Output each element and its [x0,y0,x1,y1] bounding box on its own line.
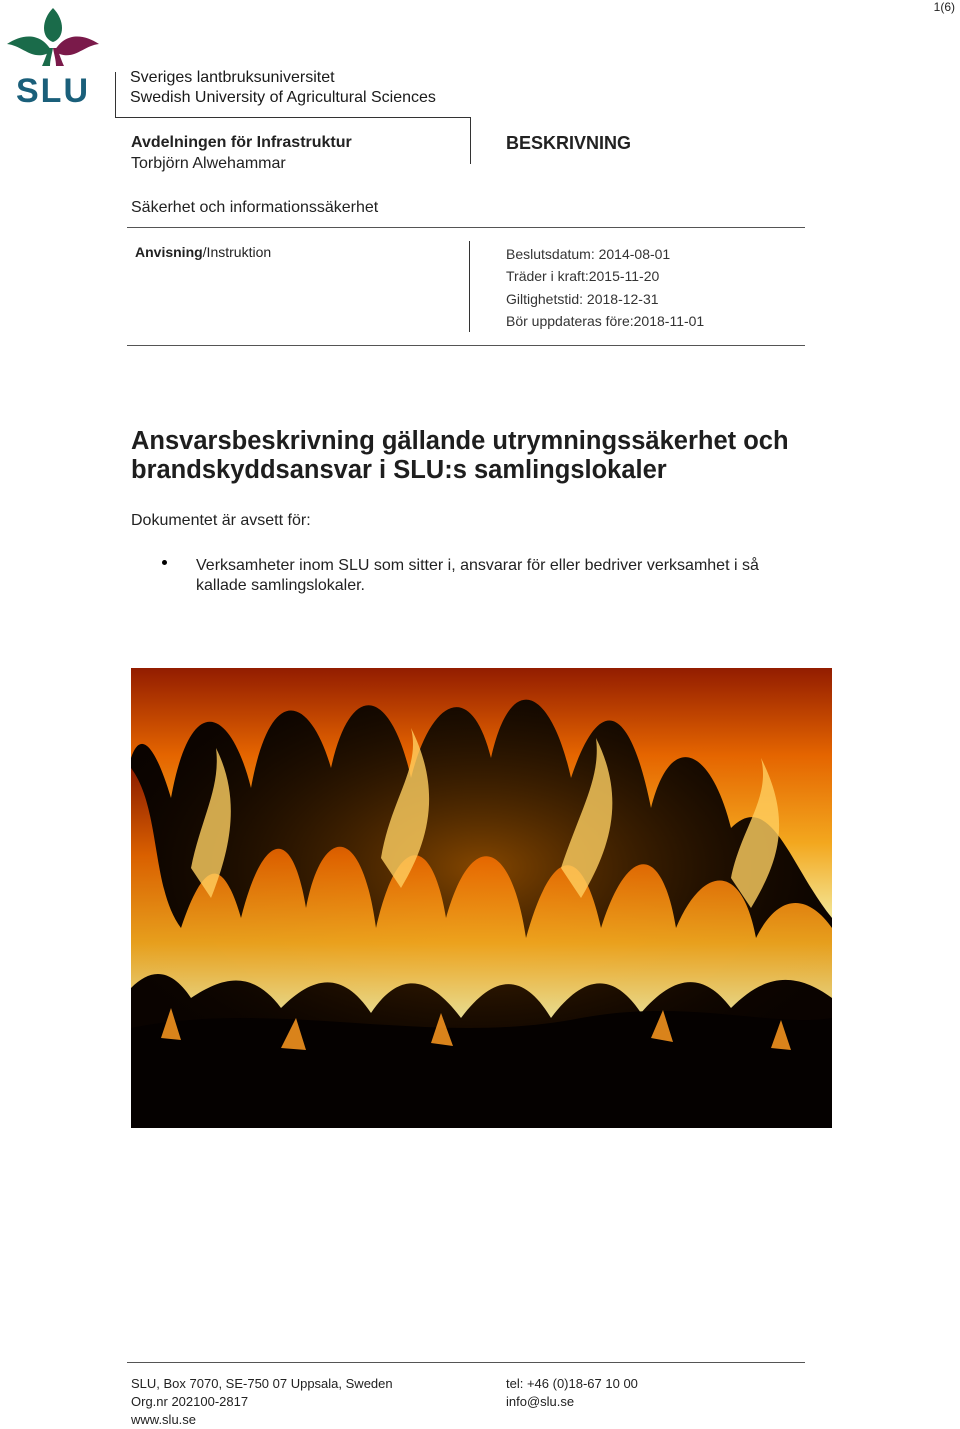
leaf-emblem-icon [7,8,99,66]
department-block [131,132,352,174]
footer-phone: tel: +46 (0)18-67 10 00 [506,1376,638,1391]
university-name-sv: Sveriges lantbruksuniversitet [130,69,335,86]
title-line-2: brandskyddsansvar i SLU:s samlingslokaler [131,456,667,484]
footer-email-link[interactable]: info@slu.se [506,1394,575,1409]
document-title [131,427,831,485]
effective-date: Träder i kraft:2015-11-20 [506,268,660,285]
logo-underline [115,117,471,118]
university-name [130,68,436,108]
title-line-1: Ansvarsbeskrivning gällande utrymningssäkerhet och [131,427,789,455]
dates-block [506,243,704,332]
instruction-type [135,244,271,260]
bullet-line-1: Verksamheter inom SLU som sitter i, ansvarar för eller bedriver verksamhet i så [196,557,759,574]
bullet-item [196,556,816,595]
document-type: BESKRIVNING [506,133,632,153]
logo-acronym: SLU [16,72,90,106]
instruction-bold: Anvisning [135,244,203,260]
intro-text: Dokumentet är avsett för: [131,512,311,529]
flames-illustration [131,668,832,1128]
footer-website-link[interactable]: www.slu.se [131,1412,197,1427]
footer-left [131,1375,393,1429]
slu-logo [4,6,102,106]
footer-org-nr: Org.nr 202100-2817 [131,1394,249,1409]
fire-photo [131,668,832,1128]
bullet-icon [162,560,167,565]
instruction-rest: /Instruktion [202,244,272,260]
update-date: Bör uppdateras före:2018-11-01 [506,312,705,329]
topic-rule [127,227,805,228]
decision-date: Beslutsdatum: 2014-08-01 [506,246,671,262]
header-bottom-rule [127,345,805,346]
validity-date: Giltighetstid: 2018-12-31 [506,290,659,307]
footer-right [506,1375,638,1411]
page-number: 1(6) [933,0,955,14]
logo-divider [115,72,116,118]
bullet-line-2: kallade samlingslokaler. [196,576,365,594]
author: Torbjörn Alwehammar [131,155,286,172]
university-name-en: Swedish University of Agricultural Sciences [130,89,436,106]
footer-rule [127,1362,805,1363]
footer-address: SLU, Box 7070, SE-750 07 Uppsala, Sweden [131,1376,393,1391]
header-divider [470,118,471,164]
topic: Säkerhet och informationssäkerhet [131,199,379,216]
department: Avdelningen för Infrastruktur [131,134,352,151]
dates-divider [469,241,470,332]
